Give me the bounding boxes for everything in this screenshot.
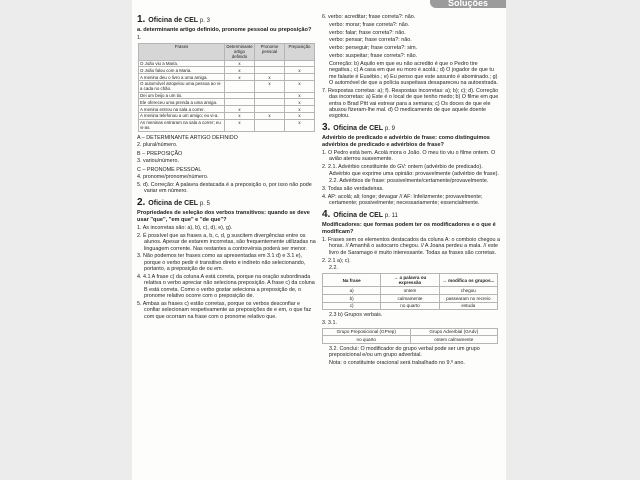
section-4-question: Modificadores: que formas podem ter os modificadores e o que é modificam?	[322, 221, 496, 235]
table-cell: A menina deu o livro a uma amiga.	[139, 74, 225, 81]
table-header-cell: Preposição	[285, 43, 315, 60]
section-4-item-2-2: 2.2.	[329, 265, 338, 272]
table-cell: no quarto	[323, 336, 411, 344]
table-cell: Ele ofereceu uma prenda a uma amiga.	[139, 99, 225, 106]
table-header-cell: Determinante artigo definido	[226, 44, 253, 60]
table-cell: passearam no recreio	[439, 295, 497, 303]
table-cell: chegou	[439, 287, 497, 295]
section-3-item-4: 4. AP: acolá; ali; longe; devagar // AF: Infelizmente; provavelmente; certamente; possivelmente; necessariamente; essencialmente.	[322, 194, 483, 207]
section-2-item-1: 1. As incorretas são: a), b), c), d), e), g).	[137, 225, 233, 231]
table-header-cell: Grupo Adverbial (GAdv)	[410, 328, 498, 336]
right-column	[322, 14, 502, 368]
groups-table	[322, 328, 498, 344]
table-header-cell: Na frase	[323, 274, 381, 287]
table-cell: b)	[323, 295, 381, 303]
answer-2: 2. plural/número.	[137, 142, 178, 149]
answer-6-correction: Correção: b) Aquilo em que eu não acredito é que o Pedro tire negativa.; c) A casa em que eu moro é acolá.; d) O jogador de que tu me falaste é Eusébio.; e) Eu penso que este assunto é abominado.; g) O automóvel de que a polícia suspeitava desapareceu na autoestrada.	[329, 60, 499, 86]
table-cell: x	[285, 106, 315, 113]
table-cell: x	[285, 113, 315, 120]
table-row	[323, 295, 498, 303]
table-row	[323, 287, 498, 295]
table-row	[139, 113, 315, 120]
answer-6-line-3: verbo: falar; frase correta?: não.	[329, 29, 406, 36]
table-header-cell: Grupo Preposicional (GPrep)	[323, 328, 411, 336]
table-cell: x	[285, 92, 315, 99]
table-cell: x	[225, 113, 255, 120]
table-cell: x	[285, 99, 315, 106]
table-row	[139, 74, 315, 81]
section-1-subnumber: 1.	[137, 35, 142, 42]
table-cell: A menina entrou na sala a correr.	[139, 106, 225, 113]
table-cell	[255, 106, 285, 113]
table-cell	[255, 99, 285, 106]
answer-5: 5. d). Correção: A palavra destacada é a preposição o, por isso não pode variar em número.	[137, 182, 312, 195]
heading-c: C – PRONOME PESSOAL	[137, 166, 202, 173]
table-cell: calmamente	[381, 295, 439, 303]
section-4-title: 4. Oficina de CEL p. 11	[322, 208, 398, 220]
answer-6-line-4: verbo: pensar; frase correta?: não.	[329, 37, 412, 44]
table-cell: x	[225, 60, 255, 67]
table-cell	[255, 67, 285, 74]
table-cell: c)	[323, 302, 381, 310]
table-row	[139, 80, 315, 92]
table-cell: x	[225, 119, 255, 131]
table-cell: a)	[323, 287, 381, 295]
section-2-item-5: 5. Ambas as frases c) estão corretas, porque os verbos desconfiar e confiar selecionam respetivamente as preposições de e em, o que faz com que ocorram na frase com o pronome relativo que.	[137, 301, 312, 320]
table-cell: O João falou com a Maria.	[139, 67, 225, 74]
table-row	[139, 67, 315, 74]
answer-4: 4. pronome/pronome/número.	[137, 174, 209, 181]
table-cell	[225, 80, 255, 92]
answer-6-line-1: 6. verbo: acreditar; frase correta?: não.	[322, 14, 416, 20]
heading-a: A – DETERMINANTE ARTIGO DEFINIDO	[137, 134, 238, 141]
table-header-cell: → a palavra ou expressão	[381, 274, 439, 287]
section-4-note: Nota: o constituinte oracional será trabalhado no 9.º ano.	[329, 360, 465, 367]
table-cell: no quarto	[381, 302, 439, 310]
table-cell	[255, 92, 285, 99]
table-row	[139, 99, 315, 106]
table-header-cell: → modifica os grupos...	[439, 274, 497, 287]
table-cell: x	[285, 119, 315, 131]
articles-table	[138, 43, 315, 132]
section-3-item-2-2: 2.2. Advérbios de frase: possivelmente/certamente/provavelmente.	[329, 178, 489, 185]
right-background	[506, 0, 640, 480]
table-cell	[255, 119, 285, 131]
section-4-item-3-2: 3.2. Conclui: O modificador do grupo verbal pode ser um grupo preposicional e/ou um grupo adverbial.	[329, 345, 480, 359]
answer-3: 3. variou/número.	[137, 158, 179, 165]
table-cell: x	[225, 74, 255, 81]
left-background	[0, 0, 132, 480]
left-column	[137, 14, 317, 322]
table-header-cell: Pronome pessoal	[255, 43, 285, 60]
table-cell: x	[255, 80, 285, 92]
table-cell	[285, 74, 315, 81]
table-cell: ontem	[381, 287, 439, 295]
section-4-item-1: 1. Frases sem os elementos destacados da coluna A: o comboio chegou a horas. // Amanhã o autocarro chegou. // A Joana perdeu a mala. // este livro de Saramago é muito interessante. Todas as frases são corretas.	[322, 237, 500, 256]
table-cell: x	[285, 67, 315, 74]
table-cell: Dei um beijo a um tio.	[139, 92, 225, 99]
table-cell	[285, 60, 315, 67]
section-4-item-2-3: 2.3 b) Grupos verbais.	[329, 312, 383, 319]
table-row	[139, 60, 315, 67]
table-row	[139, 106, 315, 113]
table-cell: O automóvel atropelou uma pessoa ao vi-a cada no chão.	[139, 80, 225, 92]
solutions-header-tab: Soluções	[430, 0, 506, 8]
section-1-title: 1. Oficina de CEL p. 3	[137, 14, 210, 25]
table-cell: ontem calmamente	[410, 336, 498, 344]
section-2-item-4: 4. 4.1 A frase c) da coluna A está correta, porque na oração subordinada relativa o verbo apreciar não seleciona preposição. A frase c) da coluna B está correta. Como o verbo gostar seleciona a preposição de, o pronome relativo ocorre com o preposição de.	[137, 274, 315, 300]
table-row	[139, 119, 315, 131]
table-cell: estuda	[439, 302, 497, 310]
table-cell	[255, 60, 285, 67]
table-cell: A menina telefonou a um amigo; eu vi-a.	[139, 113, 225, 120]
table-cell	[225, 92, 255, 99]
answer-7: 7. Respostas corretas: a); f). Respostas incorretas: a); b); c); d). Correção das incorretas: a) Este é o local de que tenho medo; b) O filme em que entra o Brad Pitt vai estrear para a semana; c) Os doces de que ele abusou fizeram-lhe mal. d) O medicamento de que aquele doente esgotou.	[322, 87, 499, 120]
table-cell	[225, 99, 255, 106]
section-4-item-3: 3. 3.1.	[322, 319, 337, 326]
table-row	[139, 92, 315, 99]
answer-6-line-5: verbo: perseguir; frase correta?: sim.	[329, 45, 418, 52]
modifiers-table	[322, 273, 498, 310]
section-4-item-2-1: 2. 2.1 a); c).	[322, 257, 351, 264]
answer-6-line-2: verbo: morar; frase correta?: não.	[329, 21, 410, 28]
table-cell: x	[225, 106, 255, 113]
section-3-item-2: 2. 2.1. Advérbio constituinte do GV: ontem (advérbio de predicado). Advérbio que exprime uma opinião: provavelmente (advérbio de frase).	[322, 164, 499, 177]
section-2-question: Propriedades de seleção dos verbos transitivos: quando se deve usar "que", "em que" e "de que"?	[137, 209, 310, 223]
section-3-question: Advérbio de predicado e advérbio de frase: como distinguimos advérbios de predicado e advérbios de frase?	[322, 134, 490, 148]
table-header-cell: Frases	[139, 43, 225, 60]
table-cell: x	[225, 67, 255, 74]
table-row	[323, 302, 498, 310]
section-3-title: 3. Oficina de CEL p. 9	[322, 121, 395, 133]
section-2-item-2: 2. É possível que as frases a, b, c, d, g suscitem divergências entre os alunos. Apesar de estarem incorretas, são frequentemente utilizadas na linguagem corrente. Nas restantes a controvérsia poderá ser menor.	[137, 232, 316, 252]
table-row	[323, 336, 498, 344]
section-1-question: a. determinante artigo definido, pronome pessoal ou preposição?	[137, 27, 312, 33]
table-cell: O João viu a Maria.	[139, 60, 225, 67]
table-cell: x	[285, 80, 315, 92]
section-3-item-3: 3. Todas são verdadeiras.	[322, 186, 384, 193]
section-2-title: 2. Oficina de CEL p. 5	[137, 196, 210, 208]
heading-b: B – PREPOSIÇÃO	[137, 150, 183, 157]
table-cell: x	[255, 113, 285, 120]
section-2-item-3: 3. Não podemos ter frases como as apresentadas em 3.1 d) e 3.1 e), porque o verbo pedir é transitivo direto e indireto não selecionando, portanto, a preposição de ou em.	[137, 253, 306, 273]
answer-6-line-6: verbo: suspeitar; frase correta?: não.	[329, 52, 418, 59]
section-3-item-1: 1. O Pedro está bem. Acolá mora o João. O meu tio viu o filme ontem. O avião aterrou suavemente.	[322, 150, 496, 163]
table-cell: x	[255, 74, 285, 81]
document-page	[132, 0, 506, 480]
table-cell: As meninas entraram na sala a correr; eu vi-as.	[139, 119, 225, 131]
